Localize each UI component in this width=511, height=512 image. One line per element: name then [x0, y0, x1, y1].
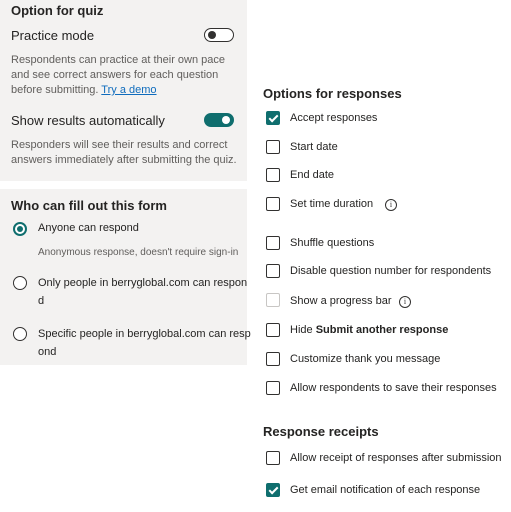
- save-responses-checkbox[interactable]: [266, 381, 280, 395]
- try-demo-link[interactable]: Try a demo: [101, 84, 157, 96]
- anyone-label: Anyone can respond: [38, 222, 139, 234]
- org-only-label-line2: d: [38, 295, 45, 307]
- anyone-radio[interactable]: [13, 222, 27, 236]
- specific-people-label-line1: Specific people in berryglobal.com can resp: [38, 328, 251, 340]
- org-only-radio[interactable]: [13, 276, 27, 290]
- toggle-knob: [222, 116, 230, 124]
- hide-submit-another-label: [290, 324, 448, 336]
- shuffle-questions-checkbox[interactable]: [266, 236, 280, 250]
- submit-another-bold: Submit another response: [315, 324, 449, 336]
- customize-thanks-checkbox[interactable]: [266, 352, 280, 366]
- section-divider: [0, 181, 247, 189]
- show-results-label: Show results automatically: [11, 113, 165, 128]
- save-responses-label: Allow respondents to save their responses: [290, 382, 497, 394]
- practice-mode-toggle[interactable]: [204, 28, 234, 42]
- shuffle-questions-label: Shuffle questions: [290, 237, 375, 249]
- top-right-blank: [247, 0, 511, 76]
- receipts-heading: Response receipts: [263, 424, 379, 439]
- accept-responses-checkbox[interactable]: [266, 111, 280, 125]
- customize-thanks-label: Customize thank you message: [290, 353, 441, 365]
- specific-people-label-line2: ond: [38, 346, 57, 358]
- end-date-checkbox[interactable]: [266, 168, 280, 182]
- responses-panel: [247, 76, 511, 512]
- progress-bar-label: Show a progress bar: [290, 295, 392, 307]
- accept-responses-label: Accept responses: [290, 112, 378, 124]
- who-can-fill-heading: Who can fill out this form: [11, 198, 167, 213]
- allow-receipt-label: Allow receipt of responses after submission: [290, 452, 502, 464]
- practice-mode-label: Practice mode: [11, 28, 95, 43]
- show-results-toggle[interactable]: [204, 113, 234, 127]
- show-results-description: Responders will see their results and correct answers immediately after submitting the quiz.: [11, 139, 237, 166]
- disable-question-number-checkbox[interactable]: [266, 264, 280, 278]
- progress-bar-checkbox[interactable]: [266, 293, 280, 307]
- practice-mode-description: [11, 53, 243, 98]
- toggle-knob: [208, 31, 216, 39]
- time-duration-checkbox[interactable]: [266, 197, 280, 211]
- anyone-sublabel: Anonymous response, doesn't require sign-in: [38, 247, 239, 258]
- allow-receipt-checkbox[interactable]: [266, 451, 280, 465]
- hide-prefix: Hide: [290, 324, 316, 336]
- info-icon[interactable]: i: [385, 199, 397, 211]
- time-duration-label: Set time duration: [290, 198, 374, 210]
- end-date-label: End date: [290, 169, 335, 181]
- disable-question-number-label: Disable question number for respondents: [290, 265, 492, 277]
- info-icon[interactable]: i: [399, 296, 411, 308]
- specific-people-radio[interactable]: [13, 327, 27, 341]
- org-only-label-line1: Only people in berryglobal.com can respon: [38, 277, 248, 289]
- responses-heading: Options for responses: [263, 86, 402, 101]
- start-date-checkbox[interactable]: [266, 140, 280, 154]
- hide-submit-another-checkbox[interactable]: [266, 323, 280, 337]
- start-date-label: Start date: [290, 141, 338, 153]
- email-notification-label: Get email notification of each response: [290, 484, 481, 496]
- email-notification-checkbox[interactable]: [266, 483, 280, 497]
- practice-mode-desc-text: Respondents can practice at their own pace and see correct answers for each question before submitting.: [11, 54, 226, 96]
- quiz-options-heading: Option for quiz: [11, 3, 104, 18]
